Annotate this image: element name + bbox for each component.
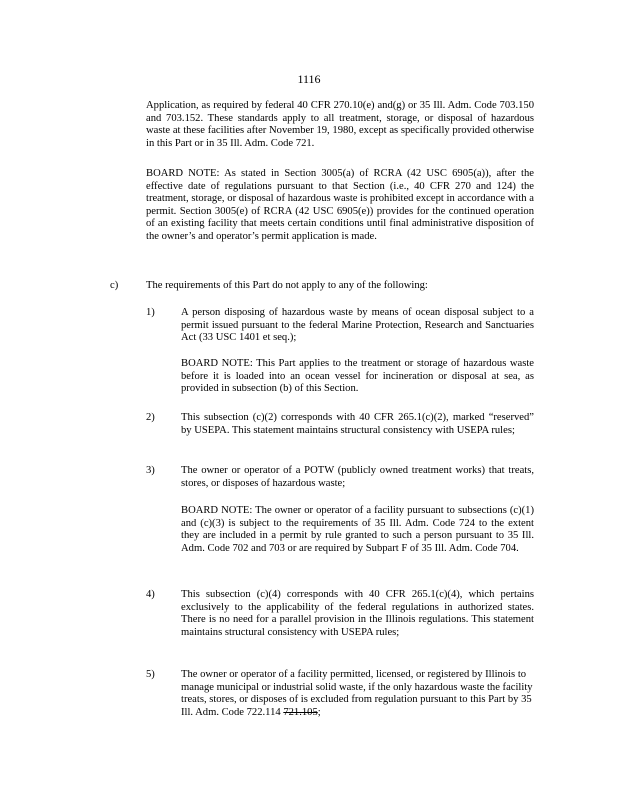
item-2-text: This subsection (c)(2) corresponds with 40 CFR 265.1(c)(2), marked “reserved” by USEPA. This statement maintains structural consistency with USEPA rules; (181, 412, 534, 436)
page-number: 1116 (297, 72, 321, 86)
item-5-body: The owner or operator of a facility permitted, licensed, or registered by Illinois to manage municipal or industrial solid waste, if the only hazardous waste the facility treats, stores, or disposes of is excluded from regulation pursuant to this Part by 35 Ill. Adm. Code 722.114 (181, 669, 533, 718)
item-1-board-note: BOARD NOTE: This Part applies to the treatment or storage of hazardous waste before it is loaded into an ocean vessel for incineration or disposal at sea, as provided in subsection (b) of this Section. (181, 358, 534, 395)
item-5-marker: 5) (146, 669, 155, 680)
intro-board-note: BOARD NOTE: As stated in Section 3005(a) of RCRA (42 USC 6905(a)), after the effective date of regulations pursuant to that Section (i.e., 40 CFR 270 and 124) the treatment, storage, or disposal of hazardous waste is prohibited except in accordance with a permit. Section 3005(e) of RCRA (42 USC 6905(e)) provides for the continued operation of an existing facility that meets certain conditions until final administrative disposition of the owner’s and operator’s permit application is made. (146, 168, 534, 242)
item-5-deleted-citation: 721.105 (283, 706, 318, 718)
subsection-c-text: The requirements of this Part do not apply to any of the following: (146, 280, 428, 291)
item-2-marker: 2) (146, 412, 155, 423)
item-1-marker: 1) (146, 307, 155, 318)
item-3-board-note: BOARD NOTE: The owner or operator of a facility pursuant to subsections (c)(1) and (c)(3) is subject to the requirements of 35 Ill. Adm. Code 724 to the extent they are included in a permit by rule granted to such a person pursuant to 35 Ill. Adm. Code 702 and 703 or are required by Subpart F of 35 Ill. Adm. Code 704. (181, 505, 534, 554)
item-5-end: ; (317, 706, 321, 718)
item-1-text: A person disposing of hazardous waste by means of ocean disposal subject to a permit issued pursuant to the federal Marine Protection, Research and Sanctuaries Act (33 USC 1401 et seq.); (181, 307, 534, 344)
item-4-marker: 4) (146, 589, 155, 600)
item-5-text (181, 669, 534, 719)
item-4-text: This subsection (c)(4) corresponds with 40 CFR 265.1(c)(4), which pertains exclusively to the applicability of the federal regulations in authorized states. There is no need for a parallel provision in the Illinois regulations. This statement maintains structural consistency with USEPA rules; (181, 589, 534, 638)
item-3-marker: 3) (146, 465, 155, 476)
intro-paragraph: Application, as required by federal 40 CFR 270.10(e) and(g) or 35 Ill. Adm. Code 703.150 and 703.152. These standards apply to all treatment, storage, or disposal of hazardous waste at these facilities after November 19, 1980, except as specifically provided otherwise in this Part or in 35 Ill. Adm. Code 721. (146, 100, 534, 149)
item-3-text: The owner or operator of a POTW (publicly owned treatment works) that treats, stores, or disposes of hazardous waste; (181, 465, 534, 489)
subsection-c-marker: c) (110, 280, 119, 291)
